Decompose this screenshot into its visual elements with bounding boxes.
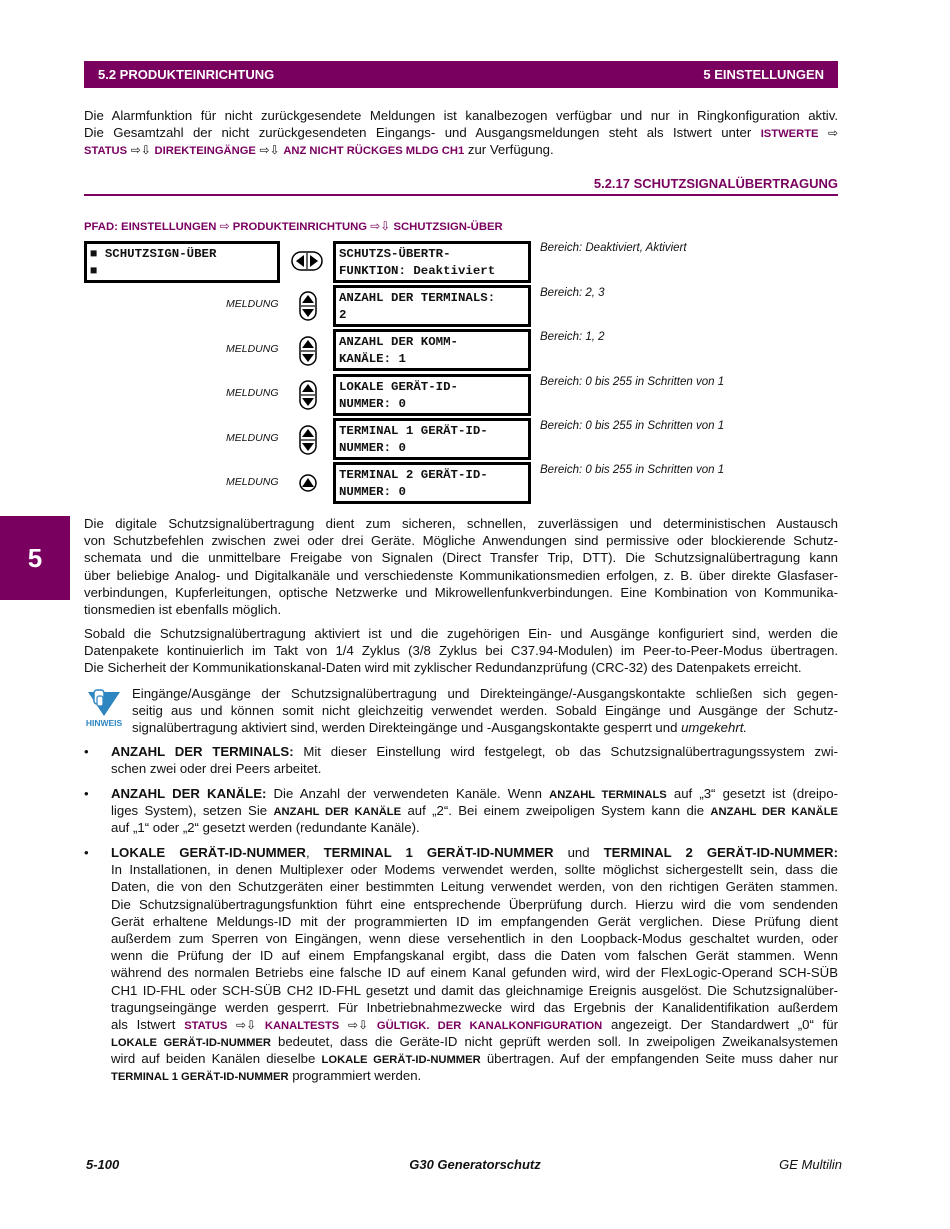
bullet-line [111, 844, 838, 861]
path-produkteinrichtung: PRODUKTEINRICHTUNG [232, 221, 368, 233]
path-status: STATUS [84, 145, 128, 158]
up-key-icon [299, 474, 317, 492]
setting-display-function [333, 241, 531, 283]
path-anz-nicht-rueckges: ANZ NICHT RÜCKGES MLDG CH1 [283, 145, 465, 158]
bullet-line [111, 1033, 838, 1050]
paragraph-line: von Schutzbefehlen zwischen zwei oder drei Geräte. Mögliche Anwendungen sind permissive oder blockierende Schutz- [84, 533, 838, 549]
meldung-label: MELDUNG [226, 343, 279, 355]
bullet-text: und [567, 845, 590, 860]
setting-line: NUMMER: 0 [339, 485, 406, 499]
intro-text: zur Verfügung. [467, 142, 554, 158]
note-line: seitig aus und können somit nicht gleichzeitig verwendet werden. Sobald Eingänge und Ausgänge der Schutz- [132, 703, 838, 719]
header-right: 5 EINSTELLUNGEN [703, 67, 824, 82]
setting-display-local-id [333, 374, 531, 416]
range-terminal2-id: Bereich: 0 bis 255 in Schritten von 1 [540, 464, 725, 476]
bullet-text: Die Anzahl der verwendeten Kanäle. Wenn [273, 786, 543, 801]
setting-ref: TERMINAL 1 GERÄT-ID-NUMMER [111, 1071, 289, 1084]
setting-line: SCHUTZS-ÜBERTR- [339, 247, 451, 261]
meldung-label: MELDUNG [226, 432, 279, 444]
right-arrow-icon: ⇨ [827, 126, 838, 141]
note-paragraph [132, 685, 838, 737]
bullet-text: auf „2“. Bei einem zweipoligen System kann die [407, 803, 705, 819]
setting-line: TERMINAL 1 GERÄT-ID- [339, 424, 488, 438]
paragraph-line: schemata und die unmittelbare Freigabe von Signalen (Direct Transfer Trip, DTT). Die Schutzsignalübertragung kann [84, 550, 838, 566]
note-emphasis: umgekehrt. [681, 720, 748, 736]
footer-title: G30 Generatorschutz [409, 1157, 541, 1172]
menu-head-line: ■ SCHUTZSIGN-ÜBER [90, 247, 217, 261]
right-down-arrow-icon: ⇨⇩ [348, 1017, 369, 1032]
setting-display-terminals [333, 285, 531, 327]
menu-head-display [84, 241, 280, 283]
range-terminals: Bereich: 2, 3 [540, 287, 605, 299]
bullet-term: LOKALE GERÄT-ID-NUMMER [111, 845, 306, 860]
description-paragraph [84, 625, 838, 677]
footer-page-number: 5-100 [86, 1157, 120, 1172]
setting-line: KANÄLE: 1 [339, 352, 406, 366]
paragraph-line: Datenpakete kontinuierlich im Takt von 1/4 Zyklus (3/8 Zyklus bei C37.94-Modulen) im Peer-to-Peer-Modus übertragen. [84, 643, 838, 659]
range-local-id: Bereich: 0 bis 255 in Schritten von 1 [540, 376, 725, 388]
range-channels: Bereich: 1, 2 [540, 331, 605, 343]
path-status: STATUS [184, 1019, 228, 1032]
setting-display-terminal2-id [333, 462, 531, 504]
bullet-text: programmiert werden. [292, 1068, 422, 1084]
bullet-term: ANZAHL DER KANÄLE: [111, 786, 267, 801]
right-down-arrow-icon: ⇨⇩ [370, 219, 391, 233]
setting-line: 2 [339, 308, 347, 322]
bullet-terminals [111, 743, 838, 777]
right-arrow-icon: ⇨ [219, 219, 230, 233]
bullet-line: Gerät erhaltene Meldungs-ID mit der programmierten ID im empfangenden Gerät verglichen. Diese Prüfung dient [111, 913, 838, 929]
paragraph-line: verbindungen, Kupferleitungen, optische Netzwerke und Mikrowellenfunkverbindungen. Eine Kombination von Kommunika- [84, 584, 838, 600]
bullet-line [111, 802, 838, 819]
setting-ref: LOKALE GERÄT-ID-NUMMER [111, 1037, 271, 1050]
range-function: Bereich: Deaktiviert, Aktiviert [540, 242, 687, 254]
bullet-line: auf „1“ oder „2“ gesetzt werden (redundante Kanäle). [111, 820, 420, 836]
bullet-text: bedeutet, dass die Geräte-ID nicht geprüft werden soll. In zweipoligen Zweikanalsystemen [278, 1034, 838, 1050]
meldung-label: MELDUNG [226, 476, 279, 488]
footer-brand: GE Multilin [779, 1157, 842, 1172]
chapter-tab: 5 [0, 516, 70, 600]
intro-line: Die Alarmfunktion für nicht zurückgesendete Meldungen ist kanalbezogen verfügbar und nur in Ringkonfiguration aktiv. [84, 108, 838, 123]
path-istwerte: ISTWERTE [760, 128, 819, 141]
bullet-icon: • [84, 786, 89, 801]
bullet-text: wird auf beiden Kanälen dieselbe [111, 1051, 316, 1067]
bullet-icon: • [84, 845, 89, 860]
setting-ref: ANZAHL TERMINALS [549, 789, 667, 801]
paragraph-line: Die digitale Schutzsignalübertragung dient zum sicheren, schnellen, zuverlässigen und deterministischen Austausch [84, 516, 838, 531]
path-schutzsign-ueber: SCHUTZSIGN-ÜBER [393, 221, 503, 233]
bullet-line: schen zwei oder drei Peers arbeitet. [111, 761, 322, 777]
setting-ref: ANZAHL DER KANÄLE [710, 806, 839, 819]
bullet-line: Die Schutzsignalübertragungsfunktion führt eine entsprechende Überprüfung durch. Hierzu wird die vom sendenden [111, 896, 838, 912]
setting-line: TERMINAL 2 GERÄT-ID- [339, 468, 488, 482]
bullet-line: wenn die Prüfung der ID auf einem Empfangskanal ergibt, dass die Daten vom falschen Gerät stammen. Wenn [111, 948, 838, 964]
setting-line: LOKALE GERÄT-ID- [339, 380, 458, 394]
bullet-line [111, 785, 838, 802]
bullet-icon: • [84, 744, 89, 759]
bullet-text: als Istwert [111, 1016, 176, 1032]
intro-line [84, 141, 838, 158]
setting-display-terminal1-id [333, 418, 531, 460]
up-down-key-icon [299, 380, 317, 410]
right-down-arrow-icon: ⇨⇩ [236, 1017, 257, 1032]
paragraph-line: Die Sicherheit der Kommunikationskanal-Daten wird mit zyklischer Redundanzprüfung (CRC-32) des Datenpakets erreicht. [84, 660, 802, 676]
setting-line: ANZAHL DER KOMM- [339, 335, 458, 349]
setting-line: NUMMER: 0 [339, 441, 406, 455]
setting-display-channels [333, 329, 531, 371]
paragraph-line: Sobald die Schutzsignalübertragung aktiviert ist und die zugehörigen Ein- und Ausgänge konfiguriert sind, werden die [84, 626, 838, 641]
bullet-line: CH1 ID-FHL oder SCH-SÜB CH2 ID-FHL gesetzt und damit das gleichnamige Ereignis ausgelöst. Die Schutzsignalüber- [111, 982, 838, 998]
bullet-line: Daten, die von den Schutzgeräten einer bestimmten Leitung verwendet werden, von den richtigen Geräten stammen. [111, 879, 838, 895]
bullet-line: In Installationen, in denen Multiplexer oder Modems verwendet werden, sollte möglichst sichergestellt sein, dass die [111, 862, 838, 878]
meldung-label: MELDUNG [226, 298, 279, 310]
setting-line: ANZAHL DER TERMINALS: [339, 291, 496, 305]
path-einstellungen: PFAD: EINSTELLUNGEN [84, 221, 217, 233]
bullet-line: tragungseingänge werden gesperrt. Für Inbetriebnahmezwecke wird das Ergebnis der Kanalidentifikation außerdem [111, 999, 838, 1015]
range-terminal1-id: Bereich: 0 bis 255 in Schritten von 1 [540, 420, 725, 432]
bullet-text: liges System), setzen Sie [111, 803, 268, 819]
description-paragraph [84, 515, 838, 618]
paragraph-line: über beliebige Analog- und Digitalkanäle und verschiedenste Kommunikationsmedien erfolgen, z. B. über direkte Glasfaser- [84, 567, 838, 583]
bullet-line [111, 1050, 838, 1067]
setting-line: NUMMER: 0 [339, 397, 406, 411]
bullet-term: TERMINAL 1 GERÄT-ID-NUMMER [323, 845, 554, 860]
bullet-text: auf „3“ gesetzt ist (dreipo- [673, 786, 838, 801]
bullet-term: ANZAHL DER TERMINALS: [111, 744, 294, 759]
bullet-line [111, 743, 838, 760]
right-down-arrow-icon: ⇨⇩ [259, 143, 280, 158]
intro-paragraph [84, 107, 838, 159]
bullet-line: während des normalen Betriebs eine falsche ID auf einem Kanal gefunden wird, wird der FlexLogic-Operand SCH-SÜB [111, 965, 838, 981]
bullet-term: TERMINAL 2 GERÄT-ID-NUMMER: [603, 845, 838, 860]
bullet-text: übertragen. Auf der empfangenden Seite muss daher nur [486, 1051, 838, 1067]
note-line [132, 719, 838, 736]
section-header-bar [84, 61, 838, 88]
bullet-line [111, 1067, 838, 1084]
setting-ref: LOKALE GERÄT-ID-NUMMER [321, 1054, 481, 1067]
note-text: signalübertragung aktiviert sind, werden Direkteingänge und -Ausgangskontakte gesperrt und [132, 720, 678, 736]
bullet-text: angezeigt. Der Standardwert „0“ für [611, 1016, 839, 1032]
paragraph-line: tionsmedien ist ebenfalls möglich. [84, 601, 282, 617]
path-direkteingaenge: DIREKTEINGÄNGE [154, 145, 256, 158]
setting-ref: ANZAHL DER KANÄLE [273, 806, 402, 819]
bullet-channels [111, 785, 838, 837]
setting-line: FUNKTION: Deaktiviert [339, 264, 496, 278]
up-down-key-icon [299, 336, 317, 366]
left-right-key-icon [291, 251, 323, 271]
section-title: 5.2.17 SCHUTZSIGNALÜBERTRAGUNG [84, 176, 838, 196]
right-down-arrow-icon: ⇨⇩ [130, 143, 151, 158]
menu-head-line: ■ [90, 264, 98, 278]
bullet-text: Mit dieser Einstellung wird festgelegt, ob das Schutzsignalübertragungssystem zwi- [303, 744, 838, 759]
bullet-device-ids [111, 844, 838, 1085]
up-down-key-icon [299, 291, 317, 321]
up-down-key-icon [299, 425, 317, 455]
intro-text: Die Gesamtzahl der nicht zurückgesendeten Eingangs- und Ausgangsmeldungen steht als Istwert unter [84, 125, 752, 141]
path-kanalkonfiguration: GÜLTIGK. DER KANALKONFIGURATION [376, 1019, 603, 1032]
note-label: HINWEIS [85, 718, 123, 728]
bullet-text: , [305, 845, 310, 860]
bullet-line [111, 1016, 838, 1033]
header-left: 5.2 PRODUKTEINRICHTUNG [98, 67, 275, 82]
bullet-line: außerdem zum Sperren von Eingängen, wenn diese versehentlich in den Loopback-Modus geschaltet wurden, oder [111, 930, 838, 946]
note-line: Eingänge/Ausgänge der Schutzsignalübertragung und Direkteingänge/-Ausgangskontakte schließen sich gegen- [132, 686, 838, 701]
intro-line [84, 124, 838, 141]
meldung-label: MELDUNG [226, 387, 279, 399]
menu-path [84, 219, 503, 233]
path-kanaltests: KANALTESTS [264, 1019, 340, 1032]
